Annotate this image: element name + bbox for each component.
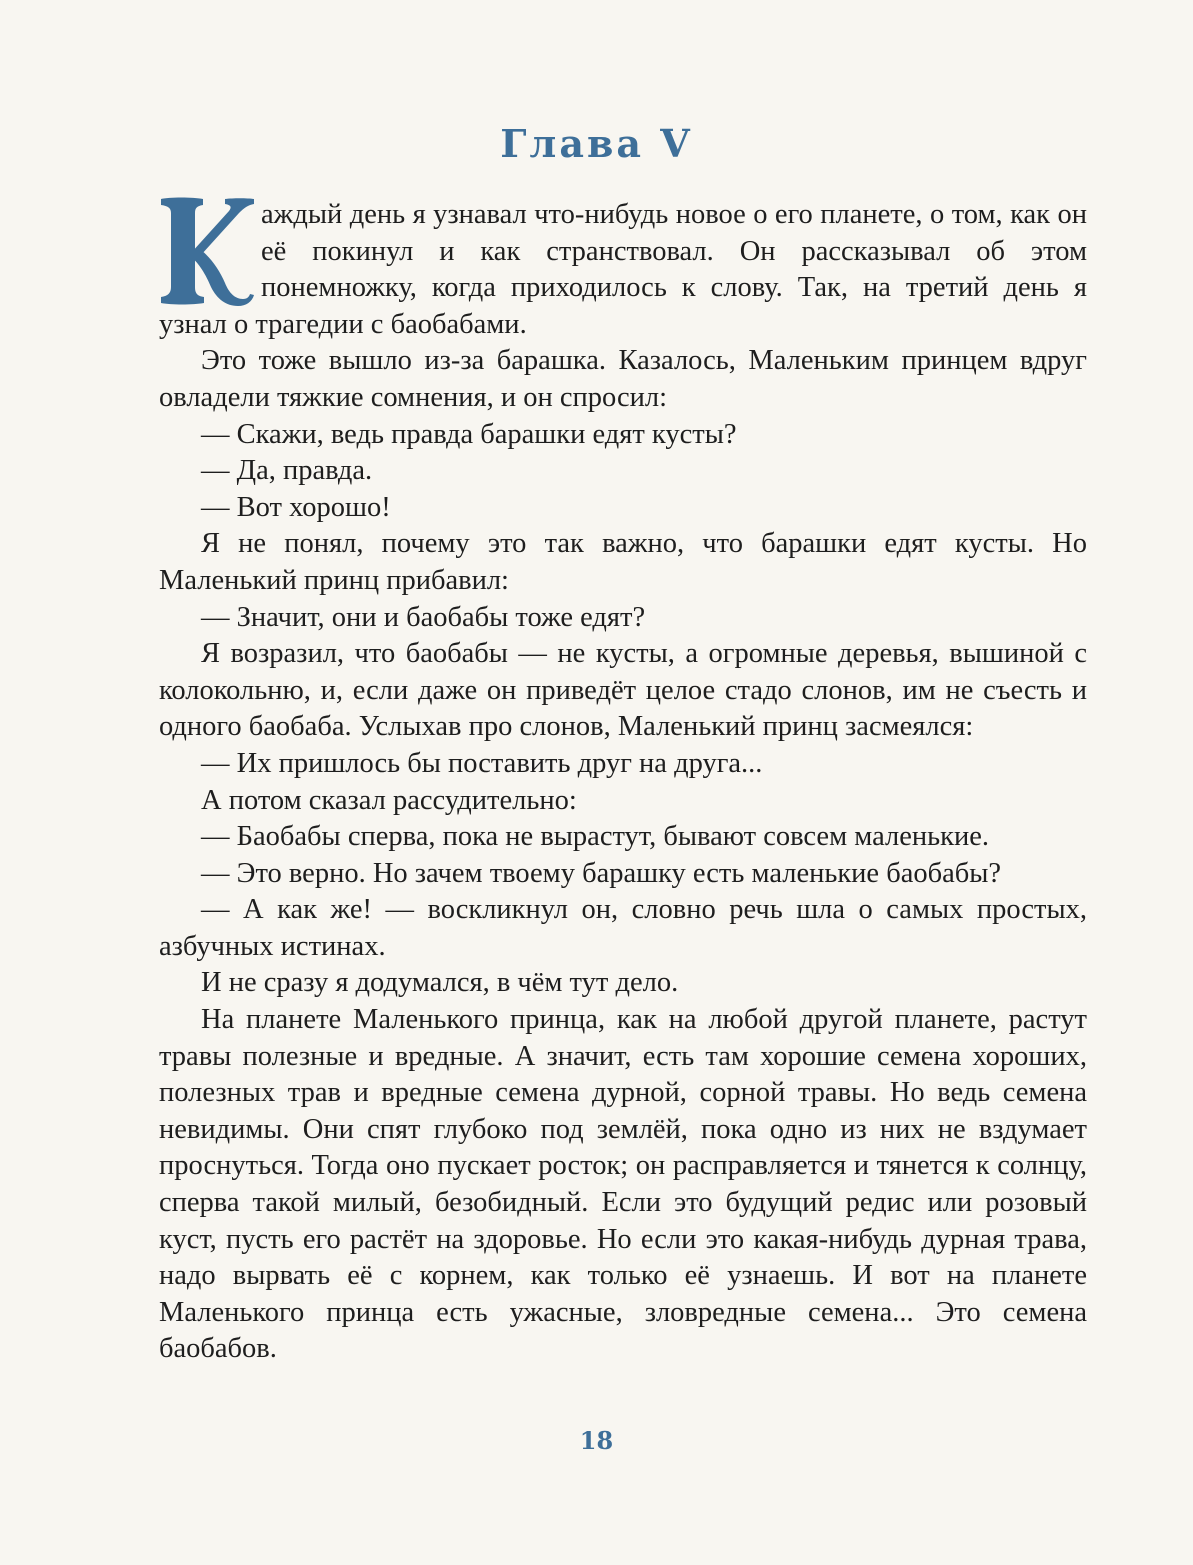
paragraph-1-text: аждый день я узнавал что-нибудь новое о его планете, о том, как он её покинул и как странствовал. Он рассказывал об этом понемножку, когда приходилось к слову. Так, на третий день я узнал о трагедии с баобабами. [159, 199, 1087, 340]
paragraph-9: — Их пришлось бы поставить друг на друга... [201, 747, 763, 779]
paragraph-2: Это тоже вышло из-за барашка. Казалось, Маленьким принцем вдруг овладели тяжкие сомнения, и он спросил: [159, 345, 1087, 413]
paragraph-4: — Да, правда. [201, 455, 373, 487]
paragraph-7: — Значит, они и баобабы тоже едят? [201, 601, 646, 633]
paragraph-6: Я не понял, почему это так важно, что барашки едят кусты. Но Маленький принц прибавил: [159, 528, 1087, 596]
paragraph-5: — Вот хорошо! [201, 491, 391, 523]
dropcap [159, 197, 259, 305]
page-number: 18 [579, 1426, 614, 1455]
paragraph-15: На планете Маленького принца, как на любой другой планете, растут травы полезные и вредные. А значит, есть там хорошие семена хороших, полезных трав и вредные семена дурной, сорной травы. Но ведь семена невидимы. Они спят глубоко под землёй, пока одно из них не вздумает проснуться. Тогда оно пускает росток; он расправляется и тянется к солнцу, сперва такой милый, безобидный. Если это будущий редис или розовый куст, пусть его растёт на здоровье. Но если это какая-нибудь дурная трава, надо вырвать её с корнем, как только её узнаешь. И вот на планете Маленького принца есть ужасные, зловредные семена... Это семена баобабов. [159, 1004, 1087, 1365]
paragraph-13: — А как же! — воскликнул он, словно речь шла о самых простых, азбучных истинах. [159, 894, 1087, 962]
paragraph-8: Я возразил, что баобабы — не кусты, а огромные деревья, вышиной с колокольню, и, если даже он приведёт целое стадо слонов, им не съесть и одного баобаба. Услыхав про слонов, Маленький принц засмеялся: [159, 638, 1087, 743]
paragraph-10: А потом сказал рассудительно: [201, 784, 577, 816]
paragraph-11: — Баобабы сперва, пока не вырастут, бывают совсем маленькие. [201, 821, 989, 853]
paragraph-1 [159, 197, 1087, 343]
paragraph-12: — Это верно. Но зачем твоему барашку есть маленькие баобабы? [201, 857, 1002, 889]
paragraph-14: И не сразу я додумался, в чём тут дело. [201, 967, 679, 999]
body-text [159, 197, 1087, 1368]
chapter-title: Глава V [500, 121, 693, 166]
paragraph-3: — Скажи, ведь правда барашки едят кусты? [201, 418, 737, 450]
